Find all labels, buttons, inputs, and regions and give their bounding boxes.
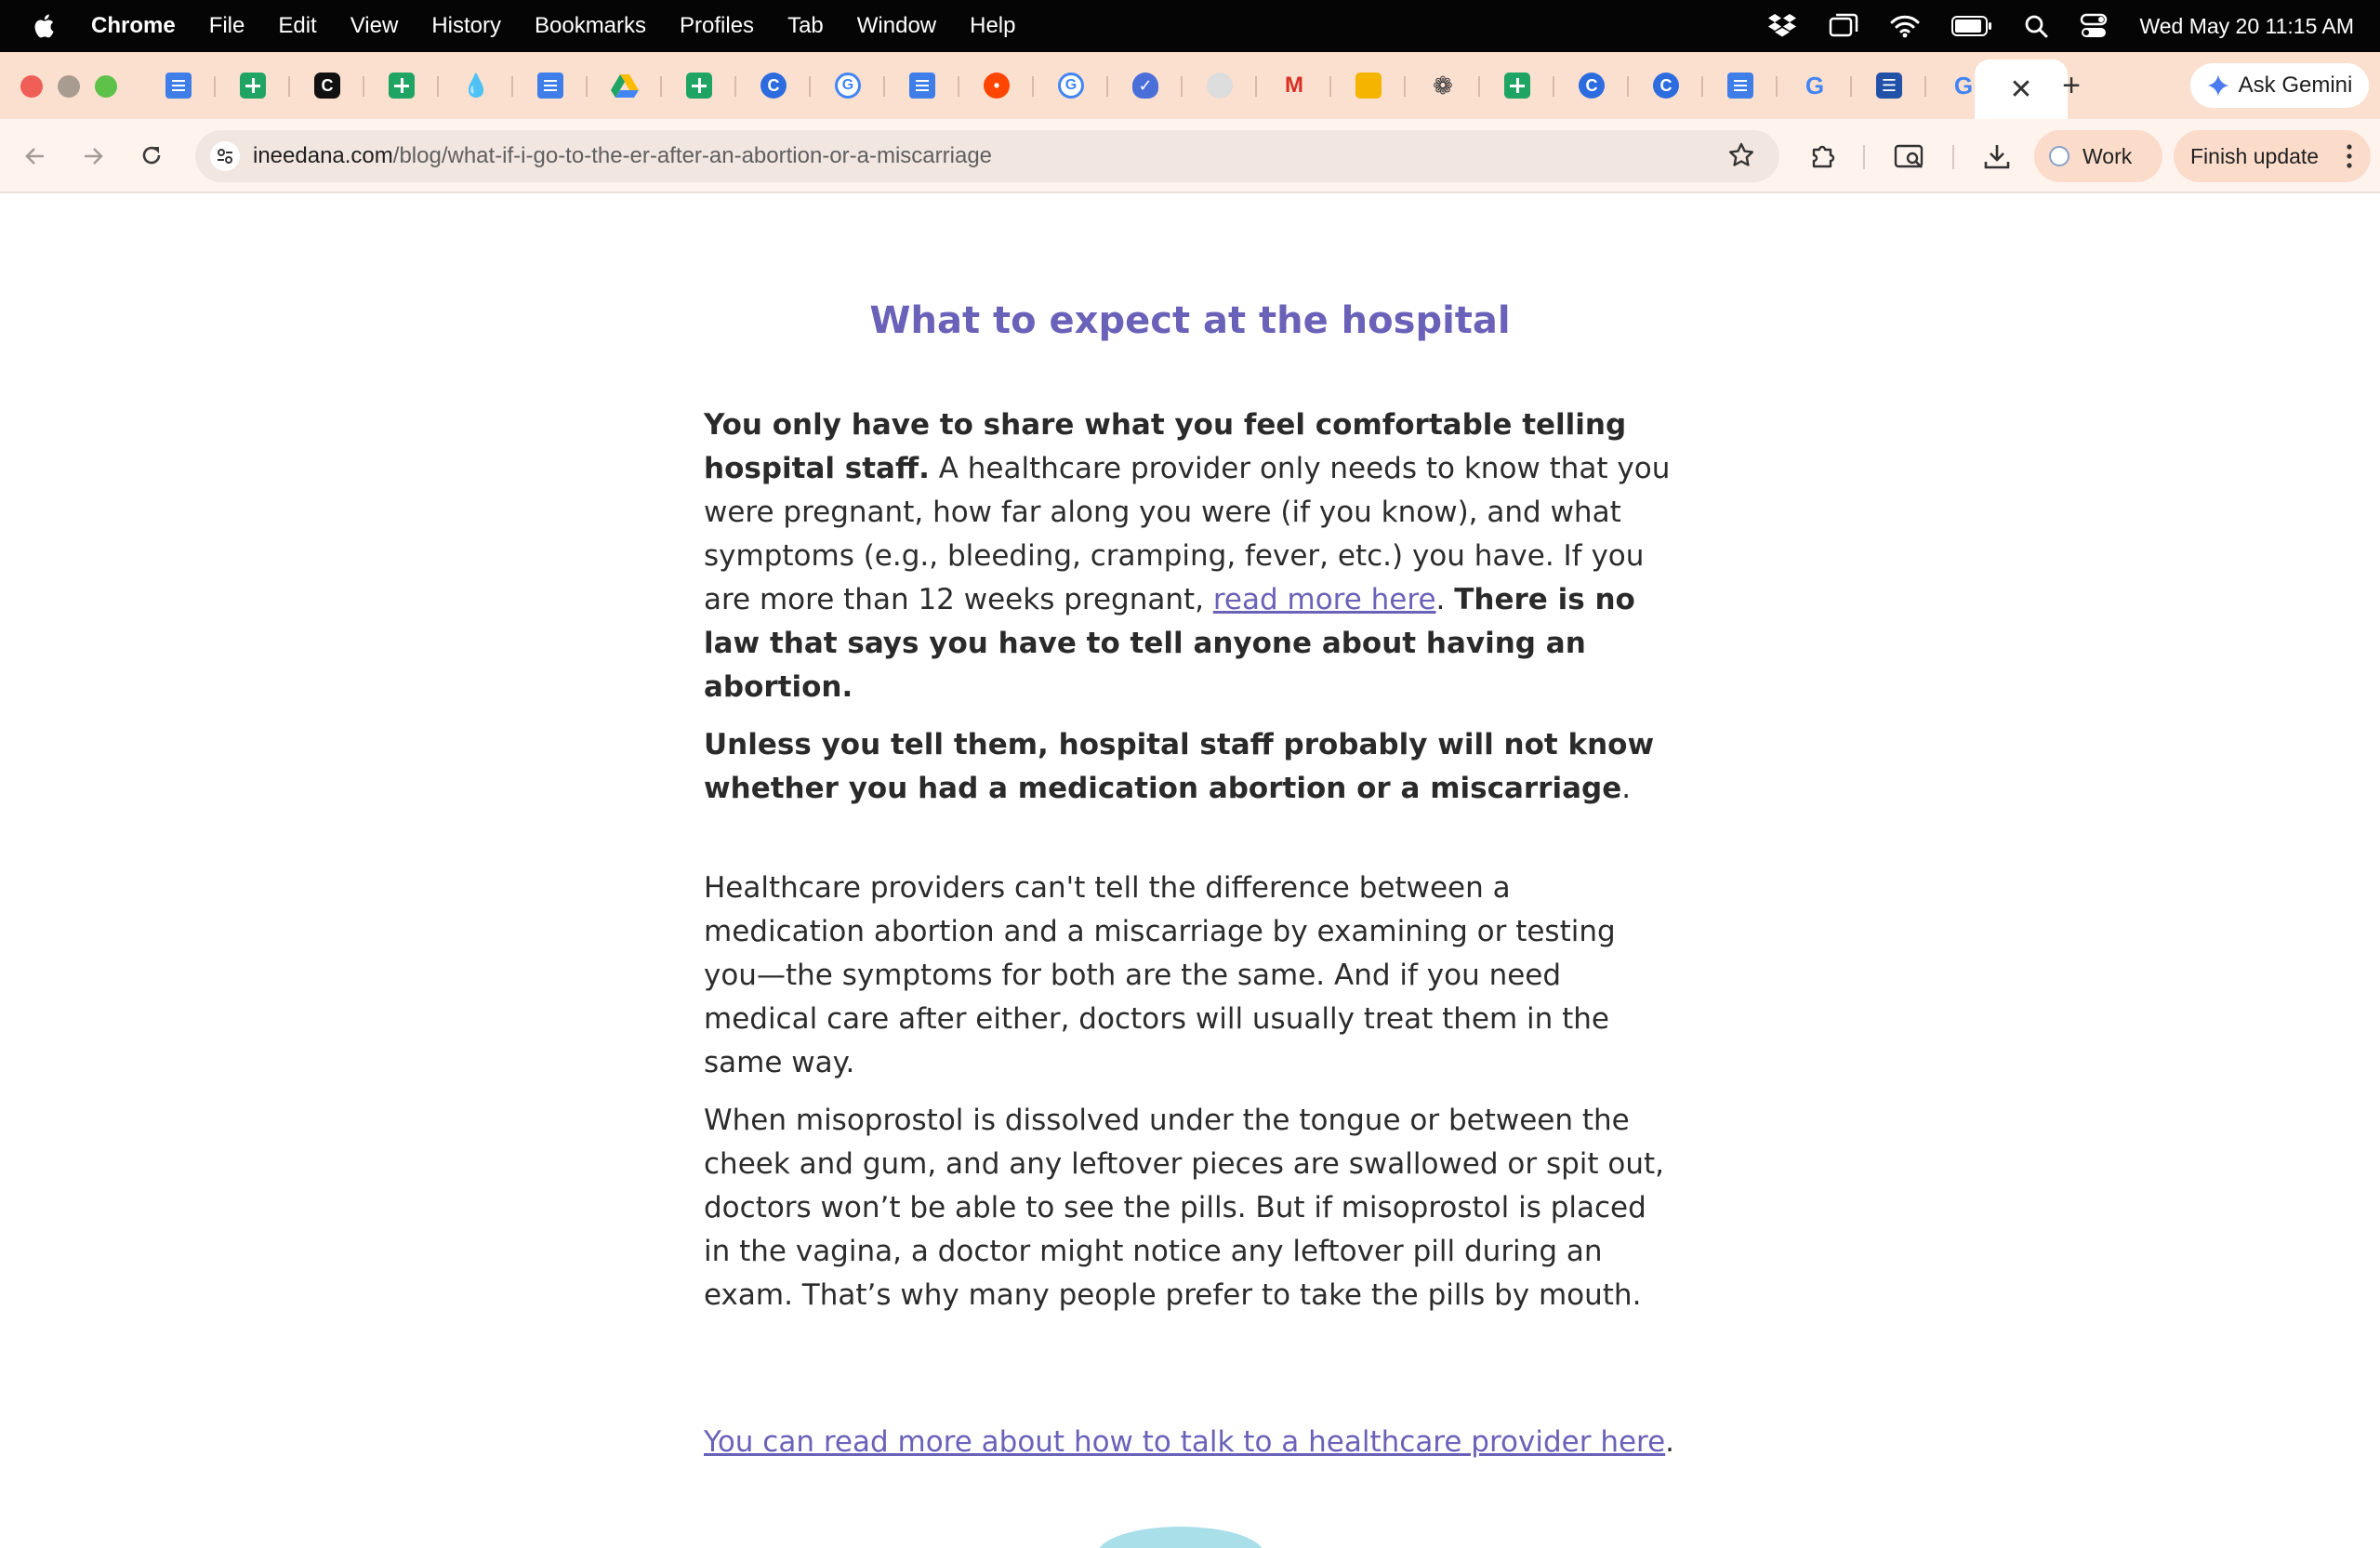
google-circle-icon: G — [835, 73, 861, 99]
profile-avatar-icon — [2049, 146, 2069, 166]
google-docs-icon — [165, 73, 192, 99]
window-zoom-button[interactable] — [95, 75, 117, 98]
menu-app-name[interactable]: Chrome — [91, 13, 176, 38]
tab[interactable] — [364, 52, 439, 119]
gray-circle-icon — [1207, 73, 1233, 99]
menubar-status-area — [1767, 0, 2354, 52]
decorative-blob — [1097, 1527, 1264, 1548]
menu-bookmarks[interactable]: Bookmarks — [534, 13, 647, 38]
read-more-link[interactable]: read more here — [1212, 583, 1436, 616]
body-text: . — [1665, 1425, 1675, 1459]
google-icon: G — [1805, 71, 1825, 99]
paragraph-difference: Healthcare providers can't tell the difference between a medication abortion and a miscarriage by examining or testing you—the symptoms for both are the same. And if you need medical care after either, doctors will usually treat them in the same way. — [704, 871, 1616, 1079]
tune-icon — [216, 147, 234, 165]
url-path: /blog/what-if-i-go-to-the-er-after-an-abortion-or-a-miscarriage — [392, 143, 993, 168]
menu-view[interactable]: View — [350, 13, 399, 38]
paragraph-staff — [704, 723, 1676, 811]
tab[interactable] — [1183, 52, 1257, 119]
google-docs-icon — [1727, 73, 1753, 99]
menu-tab[interactable]: Tab — [787, 13, 824, 38]
tab[interactable] — [439, 52, 513, 119]
menu-window[interactable]: Window — [856, 13, 937, 38]
blue-c-app-icon: C — [1653, 73, 1679, 99]
window-minimize-button[interactable] — [58, 75, 80, 98]
chrome-tab-strip — [0, 52, 2380, 119]
bold-text: Unless you tell them, hospital staff probably will not know whether you had a medication abortion or a miscarriage — [704, 728, 1655, 805]
tab[interactable] — [1331, 52, 1406, 119]
extensions-button[interactable] — [1807, 139, 1841, 173]
dropbox-icon[interactable] — [1767, 13, 1797, 39]
menu-file[interactable]: File — [208, 13, 245, 38]
google-docs-icon — [537, 73, 563, 99]
menu-history[interactable]: History — [431, 13, 501, 38]
window-close-button[interactable] — [20, 75, 43, 98]
address-bar[interactable] — [195, 130, 1779, 182]
screen-mirroring-icon[interactable] — [1829, 13, 1858, 39]
tab[interactable] — [290, 52, 364, 119]
paragraph-misoprostol: When misoprostol is dissolved under the tongue or between the cheek and gum, and any leftover pieces are swallowed or spit out, doctors won’t be able to see the pills. But if misoprostol is placed in the vagina, a doctor might notice any leftover pill during an exam. That’s why many people prefer to take the pills by mouth. — [704, 1104, 1665, 1312]
black-c-app-icon: C — [314, 73, 340, 99]
menu-profiles[interactable]: Profiles — [680, 13, 755, 38]
back-arrow-icon — [23, 144, 47, 168]
google-sheets-icon — [1504, 73, 1530, 99]
tab[interactable] — [1629, 52, 1703, 119]
forward-arrow-icon — [81, 144, 105, 168]
site-info-button[interactable] — [210, 141, 240, 171]
reddit-icon: • — [984, 73, 1010, 99]
menubar-clock[interactable]: Wed May 20 11:15 AM — [2139, 13, 2354, 38]
bold-text: There is no law that says you have to tell anyone about having an abortion. — [704, 583, 1635, 704]
tab[interactable] — [1480, 52, 1554, 119]
flame-icon: 💧 — [462, 73, 490, 99]
reload-icon — [139, 144, 164, 168]
tab[interactable] — [1703, 52, 1778, 119]
google-circle-icon: G — [1058, 73, 1084, 99]
url-text[interactable] — [253, 143, 992, 169]
healthcare-provider-link[interactable]: You can read more about how to talk to a healthcare provider here — [704, 1425, 1666, 1459]
gmail-icon: M — [1285, 73, 1303, 98]
google-docs-icon — [909, 73, 935, 99]
finish-update-button[interactable] — [2174, 130, 2371, 182]
ask-gemini-button[interactable] — [2190, 63, 2369, 108]
tab[interactable] — [736, 52, 811, 119]
tab[interactable] — [1108, 52, 1183, 119]
tab[interactable] — [216, 52, 290, 119]
macos-menubar — [0, 0, 2380, 52]
back-button[interactable] — [17, 138, 54, 175]
tab-list — [141, 52, 2001, 119]
google-slides-icon — [1355, 73, 1382, 99]
shield-icon: ✓ — [1132, 73, 1158, 99]
apple-logo-icon[interactable] — [32, 12, 60, 40]
tab[interactable] — [1852, 52, 1926, 119]
control-center-icon[interactable] — [2080, 13, 2108, 39]
tab[interactable] — [1406, 52, 1480, 119]
tab[interactable] — [1554, 52, 1629, 119]
tab-search-button[interactable] — [1893, 139, 1926, 173]
profile-label: Work — [2082, 143, 2133, 168]
openai-icon: ❁ — [1433, 71, 1453, 99]
body-text: A healthcare provider only needs to know that you were pregnant, how far along you were (if you know), and what symptoms (e.g., bleeding, cramping, fever, etc.) you have. If you are more than 12 weeks pregnant, — [704, 452, 1671, 616]
google-icon: G — [1953, 71, 1974, 99]
tab[interactable] — [662, 52, 736, 119]
google-sheets-icon — [389, 73, 415, 99]
blue-c-app-icon: C — [760, 73, 787, 99]
google-drive-icon — [611, 73, 639, 98]
chrome-toolbar — [0, 119, 2380, 193]
close-tab-icon[interactable]: ✕ — [2009, 73, 2033, 105]
url-domain: ineedana.com — [253, 143, 393, 168]
google-sheets-icon — [686, 73, 712, 99]
tab[interactable] — [588, 52, 662, 119]
reload-button[interactable] — [133, 138, 170, 175]
blue-c-app-icon: C — [1579, 73, 1605, 99]
tab[interactable] — [1257, 52, 1331, 119]
paragraph-provider-link — [704, 1421, 1676, 1464]
download-icon — [1983, 142, 2011, 170]
body-text: . — [1621, 772, 1632, 805]
toolbar-separator — [1863, 145, 1865, 169]
puzzle-icon — [1809, 141, 1839, 171]
body-text: . — [1435, 583, 1455, 616]
tab[interactable] — [811, 52, 885, 119]
web-page — [0, 195, 2380, 1548]
section-heading: What to expect at the hospital — [869, 299, 1511, 342]
tab[interactable] — [513, 52, 588, 119]
downloads-button[interactable] — [1980, 139, 2014, 173]
gemini-sparkle-icon — [2207, 74, 2229, 97]
finish-update-label: Finish update — [2190, 143, 2320, 168]
profile-button[interactable] — [2034, 130, 2162, 182]
bold-text: You only have to share what you feel comfortable telling hospital staff. — [704, 408, 1627, 485]
tab-search-icon — [1894, 141, 1925, 171]
tab[interactable] — [141, 52, 216, 119]
menu-edit[interactable]: Edit — [278, 13, 317, 38]
tab[interactable] — [1778, 52, 1852, 119]
paragraph-share — [704, 404, 1676, 709]
toolbar-separator — [1952, 145, 1954, 169]
kebab-menu-icon[interactable] — [2347, 143, 2352, 169]
ask-gemini-label: Ask Gemini — [2238, 73, 2353, 98]
google-sheets-icon — [240, 73, 266, 99]
tab[interactable] — [1034, 52, 1108, 119]
navy-app-icon: ☰ — [1876, 73, 1902, 99]
battery-icon[interactable] — [1951, 16, 1992, 36]
tab[interactable] — [959, 52, 1034, 119]
wifi-icon[interactable] — [1890, 14, 1920, 38]
forward-button[interactable] — [74, 138, 112, 175]
new-tab-button[interactable]: + — [2062, 67, 2081, 103]
bookmark-star-icon[interactable] — [1727, 141, 1755, 169]
menu-help[interactable]: Help — [970, 13, 1016, 38]
spotlight-search-icon[interactable] — [2024, 14, 2048, 38]
tab[interactable] — [885, 52, 959, 119]
